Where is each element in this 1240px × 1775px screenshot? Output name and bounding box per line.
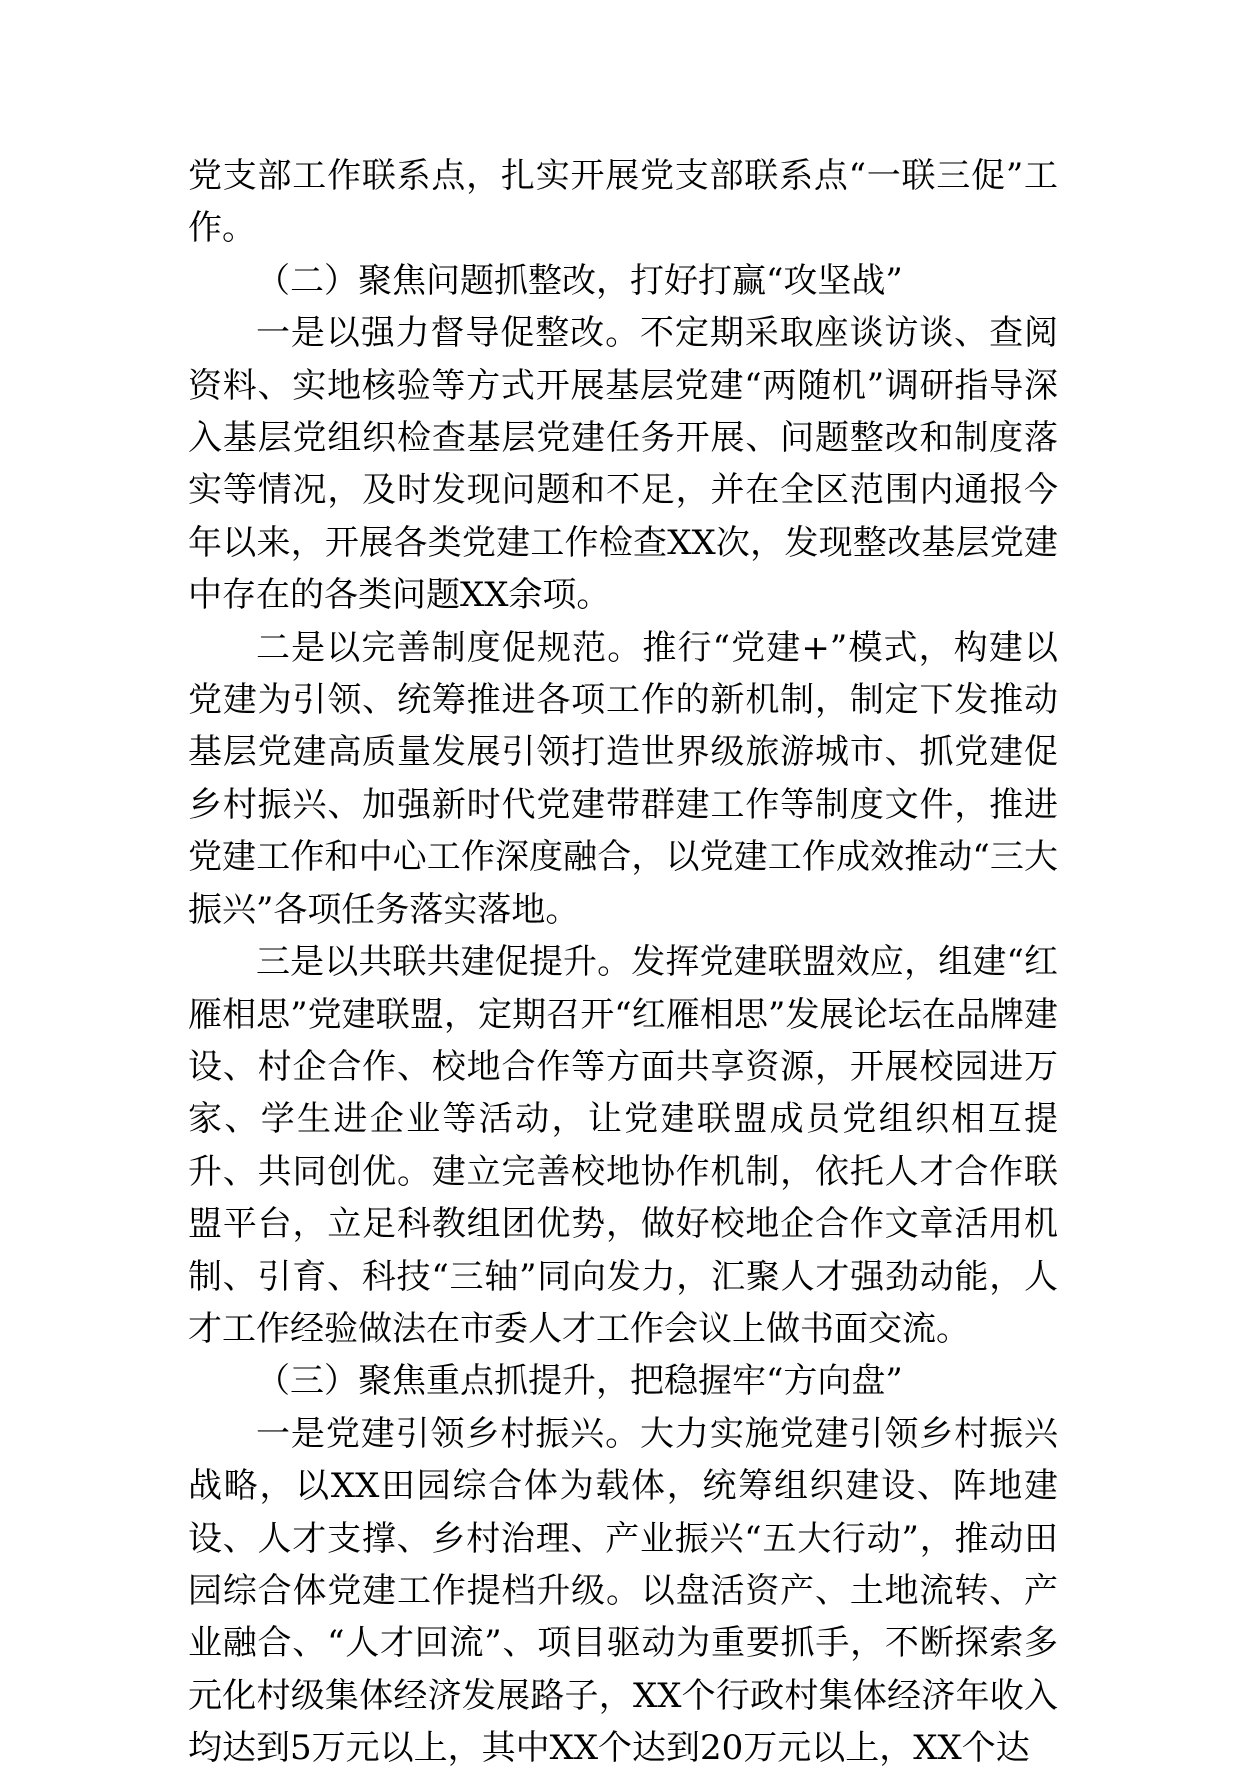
paragraph-continuation: 党支部工作联系点，扎实开展党支部联系点“一联三促”工作。: [188, 156, 1058, 249]
paragraph-system-improvement: 二是以完善制度促规范。推行“党建+”模式，构建以党建为引领、统筹推进各项工作的新机制，制定下发推动基层党建高质量发展引领打造世界级旅游城市、抓党建促乡村振兴、加强新时代党建带群建工作等制度文件，推进党建工作和中心工作深度融合，以党建工作成效推动“三大振兴”各项任务落实落地。: [188, 627, 1058, 930]
paragraph-rural-revitalization: 一是党建引领乡村振兴。大力实施党建引领乡村振兴战略，以XX田园综合体为载体，统筹组织建设、阵地建设、人才支撑、乡村治理、产业振兴“五大行动”，推动田园综合体党建工作提档升级。以盘活资产、土地流转、产业融合、“人才回流”、项目驱动为重要抓手，不断探索多元化村级集体经济发展路子，XX个行政村集体经济年收入均达到5万元以上，其中XX个达到20万元以上，XX个达: [188, 1413, 1058, 1769]
paragraph-supervision: 一是以强力督导促整改。不定期采取座谈访谈、查阅资料、实地核验等方式开展基层党建“两随机”调研指导深入基层党组织检查基层党建任务开展、问题整改和制度落实等情况，及时发现问题和不足，并在全区范围内通报今年以来，开展各类党建工作检查XX次，发现整改基层党建中存在的各类问题XX余项。: [188, 313, 1058, 616]
section-heading-3: （三）聚焦重点抓提升，把稳握牢“方向盘”: [256, 1361, 903, 1402]
document-body: [188, 150, 1058, 1775]
section-heading-2: （二）聚焦问题抓整改，打好打赢“攻坚战”: [256, 260, 903, 301]
paragraph-joint-building: 三是以共联共建促提升。发挥党建联盟效应，组建“红雁相思”党建联盟，定期召开“红雁相思”发展论坛在品牌建设、村企合作、校地合作等方面共享资源，开展校园进万家、学生进企业等活动，让党建联盟成员党组织相互提升、共同创优。建立完善校地协作机制，依托人才合作联盟平台，立足科教组团优势，做好校地企合作文章活用机制、引育、科技“三轴”同向发力，汇聚人才强劲动能，人才工作经验做法在市委人才工作会议上做书面交流。: [188, 942, 1058, 1349]
